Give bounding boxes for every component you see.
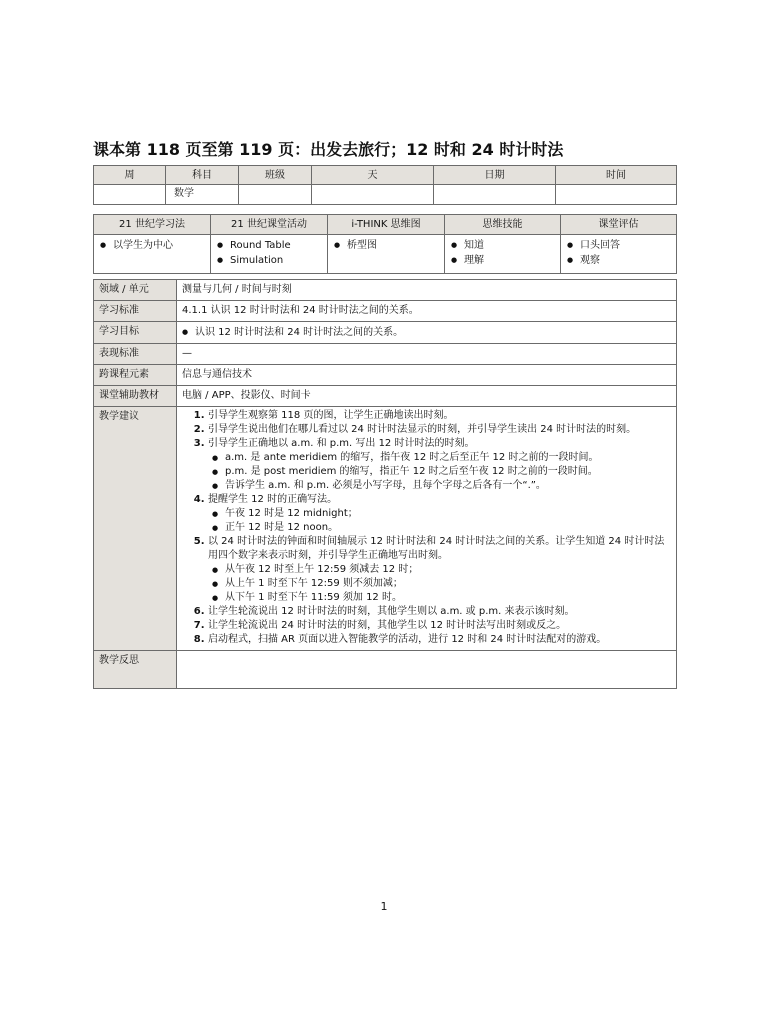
row-teaching-aids bbox=[94, 386, 677, 407]
lesson-info-header-row bbox=[94, 166, 677, 185]
value-time bbox=[556, 185, 677, 205]
row-performance bbox=[94, 344, 677, 365]
list-item: ● Round Table bbox=[217, 238, 321, 253]
suggestion-item bbox=[208, 633, 671, 647]
page-title: 课本第 118 页至第 119 页：出发去旅行；12 时和 24 时计时法 bbox=[93, 140, 564, 159]
suggestions-cell bbox=[177, 407, 677, 651]
objective-cell bbox=[177, 322, 677, 344]
suggestion-item bbox=[208, 605, 671, 619]
header-day: 天 bbox=[312, 166, 434, 185]
suggestion-sub-list bbox=[208, 507, 671, 535]
suggestion-sub-list bbox=[208, 451, 671, 493]
domain-value: 测量与几何 / 时间与时刻 bbox=[177, 280, 677, 301]
page-number: 1 bbox=[380, 900, 388, 913]
lesson-details-table bbox=[93, 279, 677, 689]
suggestion-text: 让学生轮流说出 12 时计时法的时刻，其他学生则以 a.m. 或 p.m. 来表示该时刻。 bbox=[208, 606, 575, 617]
cell-class-activity bbox=[211, 235, 328, 274]
row-standard bbox=[94, 301, 677, 322]
suggestion-text: 引导学生正确地以 a.m. 和 p.m. 写出 12 时计时法的时刻。 bbox=[208, 438, 475, 449]
suggestion-sub-item: ● 从上午 1 时至下午 12:59 则不须加减； bbox=[210, 577, 671, 591]
method-value-row bbox=[94, 235, 677, 274]
header-21st-century-activity: 21 世纪课堂活动 bbox=[211, 215, 328, 235]
objective-label: 学习目标 bbox=[94, 322, 177, 344]
cell-assessment bbox=[561, 235, 677, 274]
suggestions-label: 教学建议 bbox=[94, 407, 177, 651]
header-time: 时间 bbox=[556, 166, 677, 185]
header-thinking-skills: 思维技能 bbox=[445, 215, 561, 235]
header-subject: 科目 bbox=[166, 166, 239, 185]
header-ithink-map: i-THINK 思维图 bbox=[328, 215, 445, 235]
lesson-info-table bbox=[93, 165, 677, 205]
list-item: ● 口头回答 bbox=[567, 238, 670, 253]
teaching-method-table bbox=[93, 214, 677, 274]
list-item: ● 理解 bbox=[451, 253, 554, 268]
row-cross-curricular bbox=[94, 365, 677, 386]
suggestion-sub-item: ● 正午 12 时是 12 noon。 bbox=[210, 521, 671, 535]
cell-learning-method bbox=[94, 235, 211, 274]
row-objective bbox=[94, 322, 677, 344]
header-assessment: 课堂评估 bbox=[561, 215, 677, 235]
cell-ithink-map bbox=[328, 235, 445, 274]
method-header-row bbox=[94, 215, 677, 235]
suggestion-sub-list bbox=[208, 563, 671, 605]
header-21st-century-learning: 21 世纪学习法 bbox=[94, 215, 211, 235]
standard-value: 4.1.1 认识 12 时计时法和 24 时计时法之间的关系。 bbox=[177, 301, 677, 322]
suggestion-item bbox=[208, 423, 671, 437]
list-item: ● 知道 bbox=[451, 238, 554, 253]
header-week: 周 bbox=[94, 166, 166, 185]
performance-label: 表现标准 bbox=[94, 344, 177, 365]
suggestion-item bbox=[208, 493, 671, 535]
cross-curricular-value: 信息与通信技术 bbox=[177, 365, 677, 386]
teaching-aids-label: 课堂辅助教材 bbox=[94, 386, 177, 407]
suggestion-item bbox=[208, 619, 671, 633]
lesson-info-value-row bbox=[94, 185, 677, 205]
suggestion-item bbox=[208, 437, 671, 493]
suggestion-sub-item: ● p.m. 是 post meridiem 的缩写，指正午 12 时之后至午夜 12 时之前的一段时间。 bbox=[210, 465, 671, 479]
value-date bbox=[434, 185, 556, 205]
header-date: 日期 bbox=[434, 166, 556, 185]
suggestion-text: 引导学生说出他们在哪儿看过以 24 时计时法显示的时刻，并引导学生读出 24 时计时法的时刻。 bbox=[208, 424, 637, 435]
suggestion-text: 让学生轮流说出 24 时计时法的时刻，其他学生以 12 时计时法写出时刻或反之。 bbox=[208, 620, 567, 631]
row-suggestions bbox=[94, 407, 677, 651]
header-class: 班级 bbox=[239, 166, 312, 185]
suggestion-text: 提醒学生 12 时的正确写法。 bbox=[208, 494, 338, 505]
suggestion-item bbox=[208, 535, 671, 605]
teaching-aids-value: 电脑 / APP、投影仪、时间卡 bbox=[177, 386, 677, 407]
cross-curricular-label: 跨课程元素 bbox=[94, 365, 177, 386]
domain-label: 领域 / 单元 bbox=[94, 280, 177, 301]
performance-value: — bbox=[177, 344, 677, 365]
row-domain bbox=[94, 280, 677, 301]
suggestion-text: 引导学生观察第 118 页的图，让学生正确地读出时刻。 bbox=[208, 410, 454, 421]
suggestion-text: 以 24 时计时法的钟面和时间轴展示 12 时计时法和 24 时计时法之间的关系。让学生知道 24 时计时法用四个数字来表示时刻，并引导学生正确地写出时刻。 bbox=[208, 536, 665, 561]
row-reflection bbox=[94, 651, 677, 689]
suggestion-sub-item: ● a.m. 是 ante meridiem 的缩写，指午夜 12 时之后至正午 12 时之前的一段时间。 bbox=[210, 451, 671, 465]
cell-thinking-skills bbox=[445, 235, 561, 274]
list-item: ● 观察 bbox=[567, 253, 670, 268]
objective-value: ● 认识 12 时计时法和 24 时计时法之间的关系。 bbox=[182, 325, 671, 340]
suggestion-text: 启动程式，扫描 AR 页面以进入智能教学的活动，进行 12 时和 24 时计时法配对的游戏。 bbox=[208, 634, 607, 645]
value-week bbox=[94, 185, 166, 205]
suggestion-sub-item: ● 告诉学生 a.m. 和 p.m. 必须是小写字母，且每个字母之后各有一个“.”。 bbox=[210, 479, 671, 493]
suggestion-sub-item: ● 午夜 12 时是 12 midnight； bbox=[210, 507, 671, 521]
reflection-label: 教学反思 bbox=[94, 651, 177, 689]
value-class bbox=[239, 185, 312, 205]
suggestion-item bbox=[208, 409, 671, 423]
suggestion-sub-item: ● 从午夜 12 时至上午 12:59 须减去 12 时； bbox=[210, 563, 671, 577]
list-item: ● 桥型图 bbox=[334, 238, 438, 253]
suggestion-list bbox=[182, 409, 671, 647]
value-subject: 数学 bbox=[166, 185, 239, 205]
standard-label: 学习标准 bbox=[94, 301, 177, 322]
suggestion-sub-item: ● 从下午 1 时至下午 11:59 须加 12 时。 bbox=[210, 591, 671, 605]
list-item: ● Simulation bbox=[217, 253, 321, 268]
value-day bbox=[312, 185, 434, 205]
list-item: ● 以学生为中心 bbox=[100, 238, 204, 253]
reflection-value bbox=[177, 651, 677, 689]
